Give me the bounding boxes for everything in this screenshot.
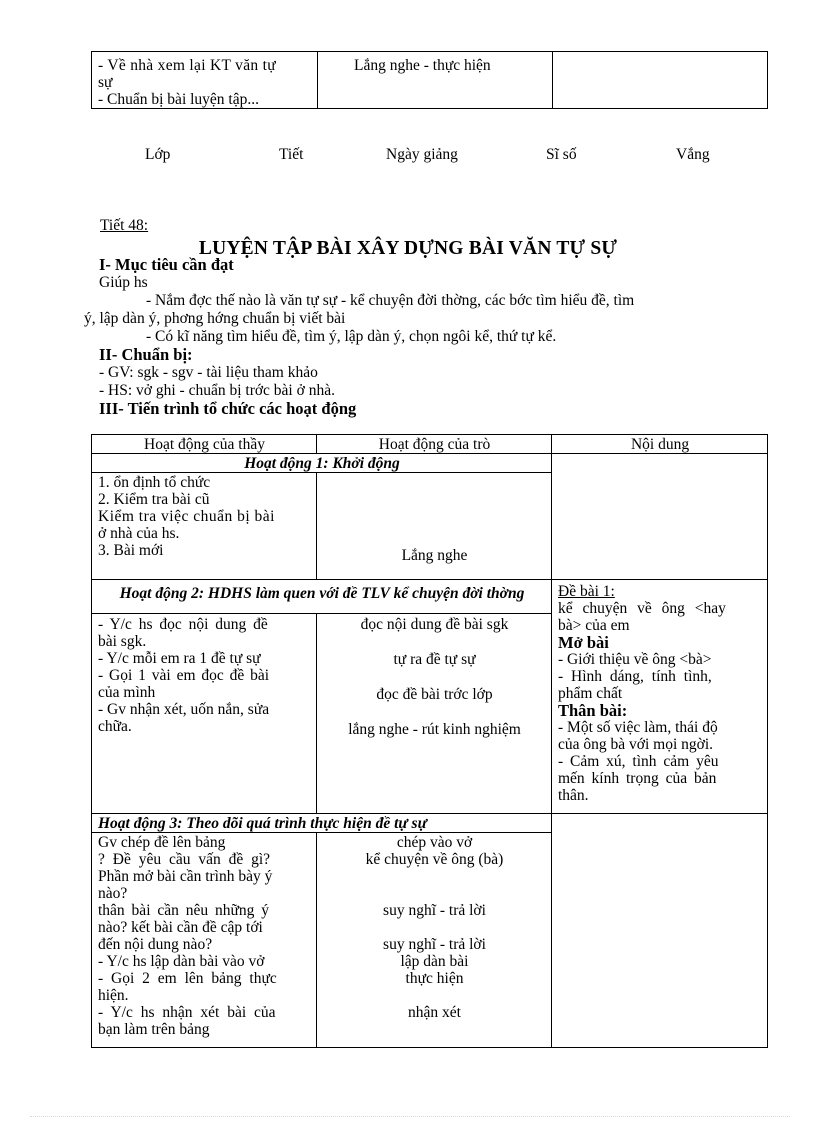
a3-student-line-4: suy nghĩ - trả lời	[383, 936, 486, 953]
a2-than-bai: Thân bài:	[558, 701, 628, 720]
section3-heading: III- Tiến trình tổ chức các hoạt động	[99, 399, 357, 418]
a3-teacher-line-3: Phần mở bài cần trình bày ý	[98, 868, 273, 885]
info-lop: Lớp	[145, 146, 171, 163]
a2-mo-line-3: phẩm chất	[558, 685, 623, 702]
top-table-content-cell	[553, 52, 768, 109]
a3-teacher-line-6: nào? kết bài cần đề cập tới	[98, 919, 263, 936]
a2-de-line-1: kể chuyện về ông <hay	[558, 600, 726, 617]
top-student-text: Lắng nghe - thực hiện	[354, 57, 491, 74]
activity3-student	[317, 833, 552, 1048]
top-line-3: - Chuẩn bị bài luyện tập...	[98, 91, 259, 108]
activity2-title: Hoạt động 2: HDHS làm quen với đề TLV kể chuyện đời thờng	[92, 580, 552, 614]
activity2-teacher	[92, 614, 317, 814]
a2-de-bai: Đề bài 1:	[558, 583, 615, 600]
info-ngay-giang: Ngày giảng	[386, 146, 458, 163]
a2-than-line-1: - Một số việc làm, thái độ	[558, 719, 718, 736]
a2-mo-line-1: - Giới thiệu về ông <bà>	[558, 651, 712, 668]
activity1-content	[552, 454, 768, 580]
section1-point1-line2: ý, lập dàn ý, phơng hớng chuẩn bị viết bài	[84, 310, 346, 327]
page-bottom-divider	[30, 1116, 790, 1117]
a3-teacher-line-10: hiện.	[98, 987, 129, 1004]
activity1-title: Hoạt động 1: Khởi động	[92, 454, 552, 473]
a3-student-line-1: chép vào vở	[396, 834, 473, 851]
activity3-title: Hoạt động 3: Theo dõi quá trình thực hiện đề tự sự	[92, 814, 552, 833]
a2-student-line-2: tự ra đề tự sự	[393, 651, 476, 668]
a2-de-line-2: bà> của em	[558, 617, 630, 634]
a2-teacher-line-2: bài sgk.	[98, 633, 147, 650]
a2-mo-line-2: - Hình dáng, tính tình,	[558, 668, 712, 685]
a3-teacher-line-12: bạn làm trên bảng	[98, 1021, 210, 1038]
a2-teacher-line-3: - Y/c mỗi em ra 1 đề tự sự	[98, 650, 261, 667]
activity1-student	[317, 473, 552, 580]
a2-teacher-line-1: - Y/c hs đọc nội dung đề	[98, 616, 268, 633]
activity2-content	[552, 580, 768, 814]
activity3-teacher	[92, 833, 317, 1048]
activity1-teacher	[92, 473, 317, 580]
lesson-label: Tiết 48:	[100, 217, 149, 234]
a2-mo-bai: Mở bài	[558, 633, 609, 652]
a3-student-line-7: nhận xét	[408, 1004, 461, 1021]
a3-teacher-line-4: nào?	[98, 885, 128, 902]
a2-student-line-1: đọc nội dung đề bài sgk	[360, 616, 509, 633]
a2-than-line-2: của ông bà với mọi ngời.	[558, 736, 714, 753]
top-table	[91, 51, 768, 109]
a1-teacher-line-2: 2. Kiểm tra bài cũ	[98, 491, 210, 508]
a2-teacher-line-4: - Gọi 1 vài em đọc đề bài	[98, 667, 270, 684]
info-vang: Vắng	[676, 146, 710, 163]
activity3-content	[552, 814, 768, 1048]
a1-teacher-line-1: 1. ổn định tổ chức	[98, 474, 211, 491]
header-content: Nội dung	[552, 435, 768, 454]
top-table-student-cell	[318, 52, 553, 109]
section1-heading: I- Mục tiêu cần đạt	[99, 255, 234, 274]
section1-point1-line1: - Nắm đợc thế nào là văn tự sự - kể chuyện đời thờng, các bớc tìm hiểu đề, tìm	[146, 292, 635, 309]
section1-intro: Giúp hs	[99, 274, 148, 291]
top-line-1: - Về nhà xem lại KT văn tự	[98, 57, 276, 74]
section2-gv: - GV: sgk - sgv - tài liệu tham khảo	[99, 364, 318, 381]
a3-student-line-2: kể chuyện về ông (bà)	[365, 851, 504, 868]
top-line-2: sự	[98, 74, 113, 91]
a2-student-line-3: đọc đề bài trớc lớp	[376, 686, 493, 703]
a3-teacher-line-8: - Y/c hs lập dàn bài vào vở	[98, 953, 265, 970]
a1-teacher-line-4: ở nhà của hs.	[98, 525, 180, 542]
a1-teacher-line-5: 3. Bài mới	[98, 542, 164, 559]
info-si-so: Sĩ số	[546, 146, 577, 163]
a1-teacher-line-3: Kiểm tra việc chuẩn bị bài	[98, 508, 275, 525]
a2-student-line-4: lắng nghe - rút kinh nghiệm	[348, 721, 521, 738]
a2-than-line-4: mến kính trọng của bản	[558, 770, 717, 787]
a2-teacher-line-6: - Gv nhận xét, uốn nắn, sửa	[98, 701, 270, 718]
section2-heading: II- Chuẩn bị:	[99, 345, 193, 364]
a2-than-line-5: thân.	[558, 787, 589, 804]
a3-student-line-5: lập dàn bài	[400, 953, 469, 970]
a2-than-line-3: - Cảm xú, tình cảm yêu	[558, 753, 719, 770]
activity2-student	[317, 614, 552, 814]
a2-teacher-line-5: của mình	[98, 684, 156, 701]
page-title: LUYỆN TẬP BÀI XÂY DỰNG BÀI VĂN TỰ SỰ	[198, 238, 618, 259]
header-student: Hoạt động của trò	[317, 435, 552, 454]
a3-student-line-6: thực hiện	[405, 970, 464, 987]
main-table	[91, 434, 768, 1048]
a3-teacher-line-2: ? Đề yêu cầu vấn đề gì?	[98, 851, 271, 868]
a2-teacher-line-7: chữa.	[98, 718, 132, 735]
header-teacher: Hoạt động của thầy	[92, 435, 317, 454]
a3-student-line-3: suy nghĩ - trả lời	[383, 902, 486, 919]
top-table-teacher-cell	[92, 52, 318, 109]
a1-student-text: Lắng nghe	[401, 547, 468, 564]
a3-teacher-line-11: - Y/c hs nhận xét bài của	[98, 1004, 276, 1021]
a3-teacher-line-1: Gv chép đề lên bảng	[98, 834, 226, 851]
a3-teacher-line-5: thân bài cần nêu những ý	[98, 902, 270, 919]
section1-point2: - Có kĩ năng tìm hiểu đề, tìm ý, lập dàn ý, chọn ngôi kể, thứ tự kể.	[146, 328, 557, 345]
a3-teacher-line-7: đến nội dung nào?	[98, 936, 213, 953]
info-tiet: Tiết	[279, 146, 304, 163]
section2-hs: - HS: vở ghi - chuẩn bị trớc bài ở nhà.	[99, 382, 335, 399]
a3-teacher-line-9: - Gọi 2 em lên bảng thực	[98, 970, 277, 987]
